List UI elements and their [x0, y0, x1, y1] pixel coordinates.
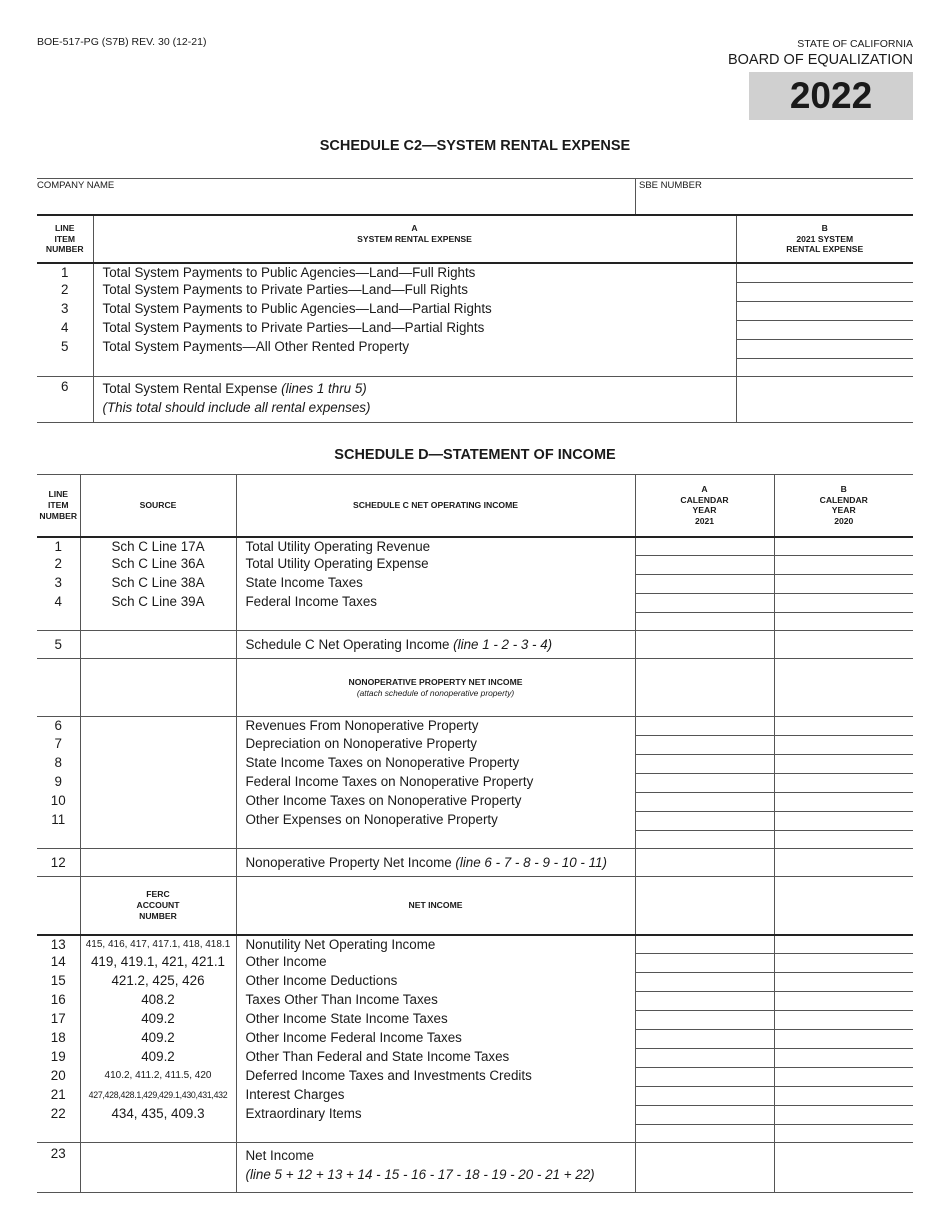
c2-input-b[interactable]	[736, 263, 913, 282]
table-row	[37, 263, 913, 282]
c2-total-input[interactable]	[736, 376, 913, 422]
line-source: 415, 416, 417, 417.1, 418, 418.1	[80, 935, 236, 954]
c2-input-b[interactable]	[736, 358, 913, 376]
schedule-d-title: SCHEDULE D—STATEMENT OF INCOME	[334, 447, 616, 463]
line-description: Total Utility Operating Expense	[236, 556, 635, 575]
d-input-b[interactable]	[774, 594, 913, 613]
table-row	[37, 935, 913, 954]
d-input-b[interactable]	[774, 935, 913, 954]
section-header-row	[37, 877, 913, 935]
d-input-b[interactable]	[774, 954, 913, 973]
d-input-a[interactable]	[635, 755, 774, 774]
table-row	[37, 339, 913, 358]
table-row	[37, 320, 913, 339]
d-input-a[interactable]	[635, 992, 774, 1011]
d-input-b[interactable]	[774, 613, 913, 631]
line-number: 6	[37, 376, 93, 422]
line-number: 21	[50, 1086, 66, 1102]
d-col-b: B CALENDAR YEAR 2020	[774, 475, 913, 537]
d-input-b[interactable]	[774, 631, 913, 659]
line-description: Other Income Taxes on Nonoperative Property	[236, 793, 635, 812]
line-number: 17	[50, 1010, 66, 1026]
line-number: 20	[50, 1067, 66, 1083]
board-label: BOARD OF EQUALIZATION	[727, 52, 913, 68]
line-description: Other Income State Income Taxes	[236, 1011, 635, 1030]
d-input-b[interactable]	[774, 973, 913, 992]
net-income-label: Net Income	[245, 1148, 314, 1163]
table-row	[37, 717, 913, 736]
line-description: Interest Charges	[236, 1087, 635, 1106]
table-row-total	[37, 1143, 913, 1193]
c2-col-line: LINE ITEM NUMBER	[37, 215, 93, 263]
d-input-a[interactable]	[635, 537, 774, 556]
table-row-spacer	[37, 1125, 913, 1143]
line-description: Deferred Income Taxes and Investments Credits	[236, 1068, 635, 1087]
table-row-subtotal	[37, 631, 913, 659]
line-number: 1	[61, 265, 69, 280]
d-col-source: SOURCE	[80, 475, 236, 537]
line-description: Other Income Federal Income Taxes	[236, 1030, 635, 1049]
table-row	[37, 954, 913, 973]
subtotal-formula: (line 6 - 7 - 8 - 9 - 10 - 11)	[455, 855, 607, 870]
table-row	[37, 1087, 913, 1106]
d-input-a[interactable]	[635, 1030, 774, 1049]
d-input-a[interactable]	[635, 1068, 774, 1087]
line-number: 4	[54, 593, 62, 609]
c2-col-b	[736, 215, 913, 263]
table-row	[37, 1068, 913, 1087]
net-income-header: NET INCOME	[236, 877, 635, 935]
subtotal-label: Nonoperative Property Net Income	[245, 855, 456, 870]
line-number: 23	[37, 1143, 80, 1193]
table-row-subtotal	[37, 849, 913, 877]
d-input-b[interactable]	[774, 812, 913, 831]
nonop-header-subtitle: (attach schedule of nonoperative property)	[356, 687, 515, 698]
d-input-a[interactable]	[635, 556, 774, 575]
d-col-line: LINE ITEM NUMBER	[37, 475, 80, 537]
line-source: 409.2	[80, 1011, 236, 1030]
line-description: State Income Taxes	[236, 575, 635, 594]
table-row	[37, 973, 913, 992]
d-input-b[interactable]	[774, 831, 913, 849]
d-input-a[interactable]	[635, 631, 774, 659]
d-input-b[interactable]	[774, 556, 913, 575]
table-row-spacer	[37, 358, 913, 376]
line-source: 408.2	[80, 992, 236, 1011]
line-description: Federal Income Taxes	[236, 594, 635, 613]
d-input-a[interactable]	[635, 1106, 774, 1125]
table-row	[37, 594, 913, 613]
d-input-a[interactable]	[635, 793, 774, 812]
table-row	[37, 736, 913, 755]
table-row	[37, 556, 913, 575]
c2-input-b[interactable]	[736, 320, 913, 339]
line-description: Total System Payments to Private Parties—Land—Partial Rights	[93, 320, 736, 339]
line-number: 13	[50, 936, 66, 952]
line-number: 3	[61, 301, 69, 316]
schedule-d-table	[37, 474, 913, 1193]
line-description: Total System Payments to Public Agencies—Land—Partial Rights	[93, 301, 736, 320]
line-description: Other Expenses on Nonoperative Property	[236, 812, 635, 831]
d-total-input-a[interactable]	[635, 1143, 774, 1193]
line-source: 410.2, 411.2, 411.5, 420	[80, 1068, 236, 1087]
line-source: Sch C Line 17A	[80, 537, 236, 556]
c2-input-b[interactable]	[736, 339, 913, 358]
line-number: 12	[37, 849, 80, 877]
line-number: 14	[50, 953, 66, 969]
d-input-a[interactable]	[635, 973, 774, 992]
table-row	[37, 1030, 913, 1049]
line-description: Taxes Other Than Income Taxes	[236, 992, 635, 1011]
year-badge: 2022	[749, 72, 913, 120]
line-number: 7	[54, 735, 62, 751]
d-input-a[interactable]	[635, 1011, 774, 1030]
section-header-row	[37, 659, 913, 717]
table-row	[37, 774, 913, 793]
line-number: 3	[54, 574, 62, 590]
line-number: 19	[50, 1048, 66, 1064]
line-source: 419, 419.1, 421, 421.1	[80, 954, 236, 973]
c2-col-a	[93, 215, 736, 263]
line-description: Federal Income Taxes on Nonoperative Property	[236, 774, 635, 793]
line-number: 9	[54, 773, 62, 789]
d-input-a[interactable]	[635, 935, 774, 954]
line-number: 8	[54, 754, 62, 770]
line-source: 409.2	[80, 1049, 236, 1068]
line-number: 4	[61, 320, 69, 335]
d-input-b[interactable]	[774, 1068, 913, 1087]
table-row	[37, 755, 913, 774]
line-number: 5	[37, 631, 80, 659]
d-input-a[interactable]	[635, 736, 774, 755]
c2-col-a-label: SYSTEM RENTAL EXPENSE	[357, 234, 472, 244]
c2-col-a-letter: A	[411, 223, 418, 234]
line-description	[236, 631, 635, 659]
c2-input-b[interactable]	[736, 301, 913, 320]
nonop-section-header	[236, 659, 635, 717]
table-row	[37, 1106, 913, 1125]
line-source: Sch C Line 39A	[80, 594, 236, 613]
line-description: Extraordinary Items	[236, 1106, 635, 1125]
line-source: Sch C Line 36A	[80, 556, 236, 575]
d-input-a[interactable]	[635, 1125, 774, 1143]
d-input-b[interactable]	[774, 793, 913, 812]
ferc-account-header: FERC ACCOUNT NUMBER	[80, 877, 236, 935]
table-row-total	[37, 376, 913, 422]
line-description: Total System Payments to Public Agencies—Land—Full Rights	[93, 263, 736, 282]
line-number: 5	[61, 339, 69, 354]
d-input-a[interactable]	[635, 954, 774, 973]
d-input-a[interactable]	[635, 774, 774, 793]
table-row	[37, 282, 913, 301]
d-input-a[interactable]	[635, 831, 774, 849]
net-income-description	[236, 1143, 635, 1193]
table-row	[37, 992, 913, 1011]
d-input-a[interactable]	[635, 594, 774, 613]
d-input-b[interactable]	[774, 992, 913, 1011]
line-description: Total System Payments to Private Parties—Land—Full Rights	[93, 282, 736, 301]
d-input-a[interactable]	[635, 812, 774, 831]
d-input-b[interactable]	[774, 1087, 913, 1106]
net-income-formula: (line 5 + 12 + 13 + 14 - 15 - 16 - 17 - 18 - 19 - 20 - 21 + 22)	[245, 1167, 595, 1182]
line-number: 22	[50, 1105, 66, 1121]
line-number: 18	[50, 1029, 66, 1045]
line-description: Nonutility Net Operating Income	[236, 935, 635, 954]
d-input-a[interactable]	[635, 575, 774, 594]
line-description: Depreciation on Nonoperative Property	[236, 736, 635, 755]
table-row-spacer	[37, 831, 913, 849]
state-label: STATE OF CALIFORNIA	[797, 38, 913, 50]
form-id: BOE-517-PG (S7B) REV. 30 (12-21)	[37, 36, 207, 48]
c2-col-b-letter: B	[821, 223, 828, 234]
schedule-c2-title: SCHEDULE C2—SYSTEM RENTAL EXPENSE	[319, 138, 631, 154]
table-row	[37, 575, 913, 594]
d-input-b[interactable]	[774, 1011, 913, 1030]
total-note: (This total should include all rental expenses)	[102, 399, 371, 415]
line-number: 2	[61, 282, 69, 297]
d-input-a[interactable]	[635, 849, 774, 877]
d-input-b[interactable]	[774, 717, 913, 736]
nonop-header-title: NONOPERATIVE PROPERTY NET INCOME	[348, 676, 523, 687]
subtotal-label: Schedule C Net Operating Income	[245, 637, 454, 652]
d-col-description: SCHEDULE C NET OPERATING INCOME	[236, 475, 635, 537]
company-name-field[interactable]: COMPANY NAME	[37, 180, 115, 191]
d-input-b[interactable]	[774, 537, 913, 556]
d-input-b[interactable]	[774, 1049, 913, 1068]
total-formula: (lines 1 thru 5)	[281, 380, 367, 396]
d-input-b[interactable]	[774, 1106, 913, 1125]
line-number: 1	[54, 538, 62, 554]
d-input-a[interactable]	[635, 1087, 774, 1106]
d-input-b[interactable]	[774, 849, 913, 877]
table-row	[37, 812, 913, 831]
line-source: 409.2	[80, 1030, 236, 1049]
line-description: Total System Payments—All Other Rented Property	[93, 339, 736, 358]
total-description	[93, 376, 736, 422]
line-description: Other Income Deductions	[236, 973, 635, 992]
table-row-spacer	[37, 613, 913, 631]
line-source: 434, 435, 409.3	[80, 1106, 236, 1125]
line-number: 11	[51, 811, 66, 827]
d-input-b[interactable]	[774, 755, 913, 774]
d-input-a[interactable]	[635, 613, 774, 631]
d-col-a: A CALENDAR YEAR 2021	[635, 475, 774, 537]
line-source: 427,428,428.1,429,429.1,430,431,432	[80, 1087, 236, 1106]
company-info-row	[37, 178, 913, 215]
d-total-input-b[interactable]	[774, 1143, 913, 1193]
line-description: Other Income	[236, 954, 635, 973]
d-input-b[interactable]	[774, 736, 913, 755]
line-description	[236, 849, 635, 877]
table-row	[37, 793, 913, 812]
line-number: 10	[50, 792, 66, 808]
subtotal-formula: (line 1 - 2 - 3 - 4)	[453, 637, 553, 652]
table-row	[37, 537, 913, 556]
d-input-a[interactable]	[635, 717, 774, 736]
line-number: 6	[54, 718, 62, 733]
c2-col-b-label: 2021 SYSTEM RENTAL EXPENSE	[786, 233, 864, 255]
line-description: Total Utility Operating Revenue	[236, 537, 635, 556]
table-row	[37, 1049, 913, 1068]
d-input-b[interactable]	[774, 575, 913, 594]
schedule-c2-table	[37, 214, 913, 423]
line-description: Revenues From Nonoperative Property	[236, 717, 635, 736]
line-description: State Income Taxes on Nonoperative Property	[236, 755, 635, 774]
d-input-b[interactable]	[774, 1030, 913, 1049]
line-source: 421.2, 425, 426	[80, 973, 236, 992]
table-row	[37, 1011, 913, 1030]
line-number: 2	[54, 555, 62, 571]
line-source: Sch C Line 38A	[80, 575, 236, 594]
d-input-b[interactable]	[774, 774, 913, 793]
line-description: Other Than Federal and State Income Taxes	[236, 1049, 635, 1068]
c2-input-b[interactable]	[736, 282, 913, 301]
total-label: Total System Rental Expense	[102, 380, 282, 396]
table-row	[37, 301, 913, 320]
line-number: 15	[50, 972, 66, 988]
line-number: 16	[50, 991, 66, 1007]
d-input-a[interactable]	[635, 1049, 774, 1068]
d-input-b[interactable]	[774, 1125, 913, 1143]
sbe-number-field[interactable]: SBE NUMBER	[635, 179, 702, 216]
